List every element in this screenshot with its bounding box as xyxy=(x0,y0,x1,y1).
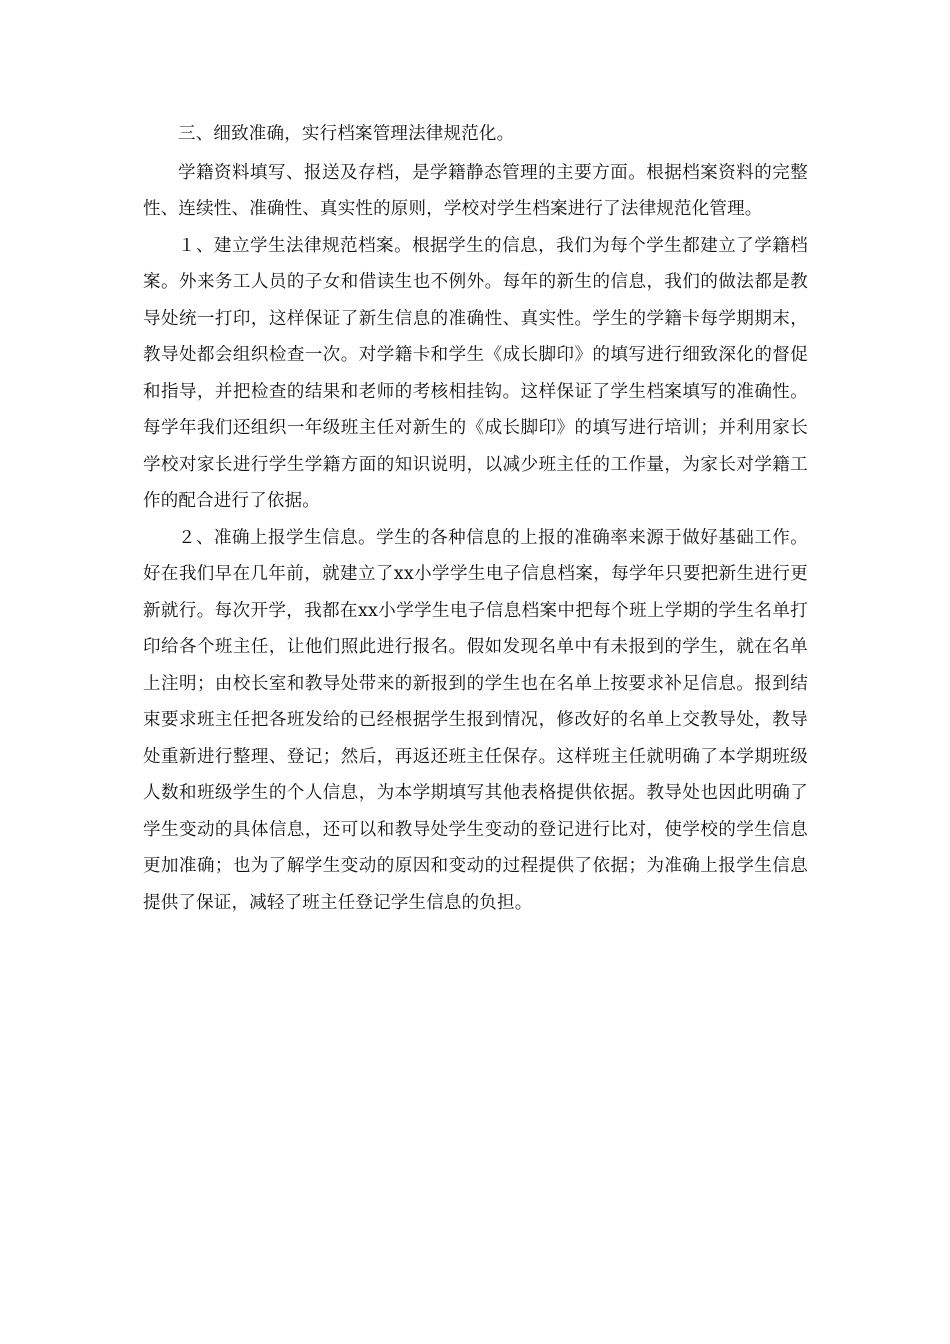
paragraph-item-1: １、建立学生法律规范档案。根据学生的信息，我们为每个学生都建立了学籍档案。外来务工人员的子女和借读生也不例外。每年的新生的信息，我们的做法都是教导处统一打印，这样保证了新生信息的准确性、真实性。学生的学籍卡每学期期末，教导处都会组织检查一次。对学籍卡和学生《成长脚印》的填写进行细致深化的督促和指导，并把检查的结果和老师的考核相挂钩。这样保证了学生档案填写的准确性。每学年我们还组织一年级班主任对新生的《成长脚印》的填写进行培训；并利用家长学校对家长进行学生学籍方面的知识说明，以减少班主任的工作量，为家长对学籍工作的配合进行了依据。 xyxy=(143,235,808,511)
section-heading: 三、细致准确，实行档案管理法律规范化。 xyxy=(178,124,515,144)
paragraph-item-2: ２、准确上报学生信息。学生的各种信息的上报的准确率来源于做好基础工作。好在我们早在几年前，就建立了xx小学学生电子信息档案，每学年只要把新生进行更新就行。每次开学，我都在xx小学学生电子信息档案中把每个班上学期的学生名单打印给各个班主任，让他们照此进行报名。假如发现名单中有未报到的学生，就在名单上注明；由校长室和教导处带来的新报到的学生也在名单上按要求补足信息。报到结束要求班主任把各班发给的已经根据学生报到情况，修改好的名单上交教导处，教导处重新进行整理、登记；然后，再返还班主任保存。这样班主任就明确了本学期班级人数和班级学生的个人信息，为本学期填写其他表格提供依据。教导处也因此明确了学生变动的具体信息，还可以和教导处学生变动的登记进行比对，使学校的学生信息更加准确；也为了解学生变动的原因和变动的过程提供了依据；为准确上报学生信息提供了保证，减轻了班主任登记学生信息的负担。 xyxy=(143,527,808,913)
paragraph-intro: 学籍资料填写、报送及存档，是学籍静态管理的主要方面。根据档案资料的完整性、连续性、准确性、真实性的原则，学校对学生档案进行了法律规范化管理。 xyxy=(143,162,808,219)
document-body xyxy=(143,116,808,921)
